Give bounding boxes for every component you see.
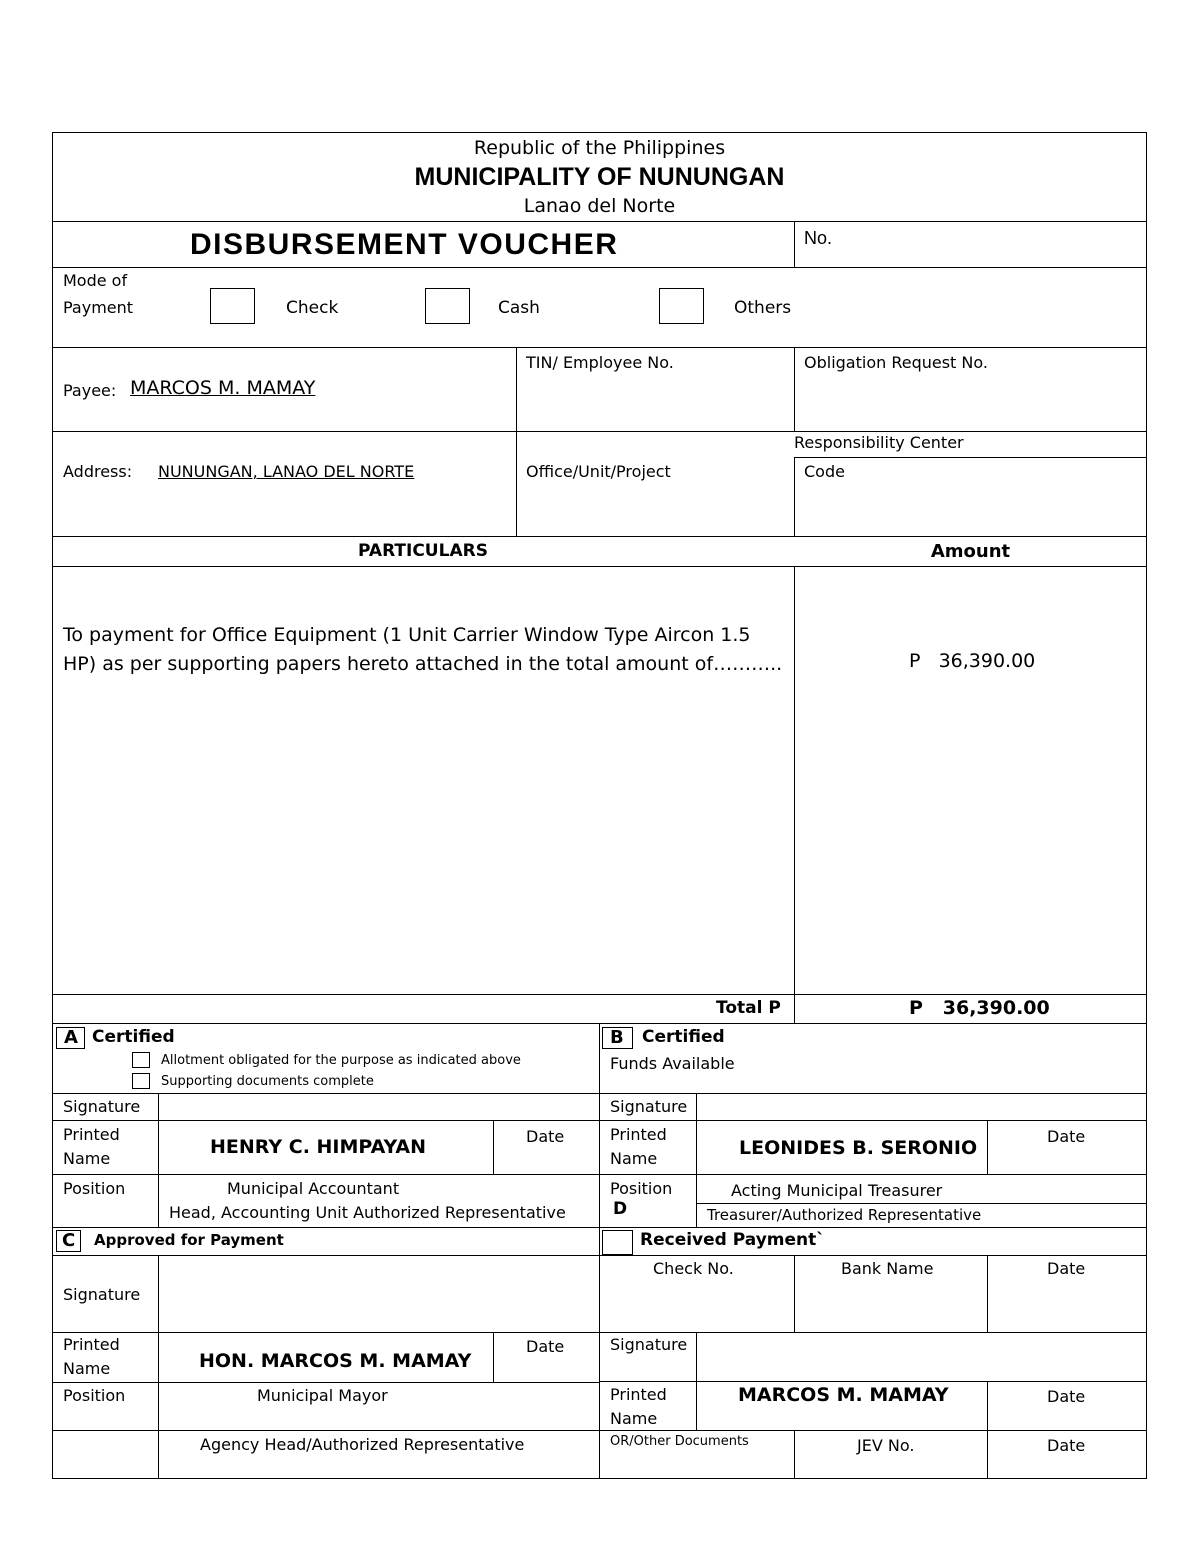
total-amount: P 36,390.00 [909,997,1050,1019]
section-d-date-label-3: Date [1047,1436,1086,1455]
tin-label: TIN/ Employee No. [526,353,674,372]
republic-heading: Republic of the Philippines [473,137,726,159]
section-c-position-label: Position [63,1386,126,1405]
section-b-position-1: Acting Municipal Treasurer [731,1181,943,1200]
section-a-date-label: Date [526,1127,565,1146]
section-a-position-2: Head, Accounting Unit Authorized Representative [169,1203,566,1222]
address-value: NUNUNGAN, LANAO DEL NORTE [158,462,415,481]
section-b-printed-label: Printed [610,1125,667,1144]
check-checkbox[interactable] [210,288,255,324]
amount-header: Amount [930,541,1011,562]
particulars-line-1: To payment for Office Equipment (1 Unit Carrier Window Type Aircon 1.5 [63,624,751,646]
section-c-letter: C [62,1230,76,1251]
supporting-docs-check-label: Supporting documents complete [161,1074,374,1089]
section-b-name: LEONIDES B. SERONIO [739,1137,978,1159]
cash-option-label: Cash [498,298,540,318]
particulars-line-2: HP) as per supporting papers hereto attached in the total amount of……….. [63,653,783,675]
voucher-title: DISBURSEMENT VOUCHER [190,228,619,261]
section-c-name: HON. MARCOS M. MAMAY [199,1350,472,1372]
check-option-label: Check [286,298,339,318]
others-checkbox[interactable] [659,288,704,324]
section-d-letter: D [613,1199,628,1219]
particulars-amount: P 36,390.00 [909,650,1036,672]
section-a-letter: A [64,1027,78,1048]
cash-checkbox[interactable] [425,288,470,324]
funds-available-label: Funds Available [610,1054,735,1073]
check-no-label: Check No. [653,1259,734,1278]
section-d-date-label: Date [1047,1259,1086,1278]
voucher-no-label: No. [804,228,833,248]
section-b-signature-label: Signature [610,1097,688,1116]
disbursement-voucher-form [52,132,1147,1479]
others-option-label: Others [734,298,792,318]
allotment-checkbox[interactable] [132,1052,150,1068]
section-c-title: Approved for Payment [94,1231,284,1249]
section-b-letter: B [610,1027,624,1048]
section-a-position-1: Municipal Accountant [227,1179,400,1198]
section-c-printed-label: Printed [63,1335,120,1354]
total-label: Total P [716,998,781,1018]
supporting-docs-checkbox[interactable] [132,1073,150,1089]
section-d-signature-label: Signature [610,1335,688,1354]
section-d-date-label-2: Date [1047,1387,1086,1406]
address-label: Address: [63,462,133,481]
section-a-signature-label: Signature [63,1097,141,1116]
municipality-heading: MUNICIPALITY OF NUNUNGAN [414,163,785,191]
code-label: Code [804,462,845,481]
section-b-name-label: Name [610,1149,658,1168]
bank-name-label: Bank Name [841,1259,934,1278]
section-a-position-label: Position [63,1179,126,1198]
section-c-position-2: Agency Head/Authorized Representative [200,1435,525,1454]
section-b-position-label: Position [610,1179,673,1198]
office-unit-label: Office/Unit/Project [526,462,671,481]
allotment-check-label: Allotment obligated for the purpose as indicated above [161,1053,521,1068]
section-a-name: HENRY C. HIMPAYAN [210,1136,427,1158]
payee-label: Payee: [63,381,117,400]
mode-of-payment-label-2: Payment [63,298,134,317]
jev-no-label: JEV No. [857,1436,915,1455]
section-b-position-2: Treasurer/Authorized Representative [707,1206,982,1224]
section-d-title: Received Payment` [640,1230,825,1250]
obligation-request-label: Obligation Request No. [804,353,988,372]
or-documents-label: OR/Other Documents [610,1434,749,1449]
section-d-printed-label: Printed [610,1385,667,1404]
section-c-date-label: Date [526,1337,565,1356]
section-b-title: Certified [642,1027,725,1047]
responsibility-center-label: Responsibility Center [794,433,964,452]
province-heading: Lanao del Norte [523,195,676,217]
section-c-position-1: Municipal Mayor [257,1386,388,1405]
section-a-printed-label: Printed [63,1125,120,1144]
particulars-header: PARTICULARS [358,541,488,561]
section-d-name-label: Name [610,1409,658,1428]
section-a-name-label: Name [63,1149,111,1168]
payee-name: MARCOS M. MAMAY [130,377,316,399]
section-d-name: MARCOS M. MAMAY [738,1384,949,1406]
section-c-signature-label: Signature [63,1285,141,1304]
mode-of-payment-label: Mode of [63,271,128,290]
section-b-date-label: Date [1047,1127,1086,1146]
section-a-title: Certified [92,1027,175,1047]
section-c-name-label: Name [63,1359,111,1378]
